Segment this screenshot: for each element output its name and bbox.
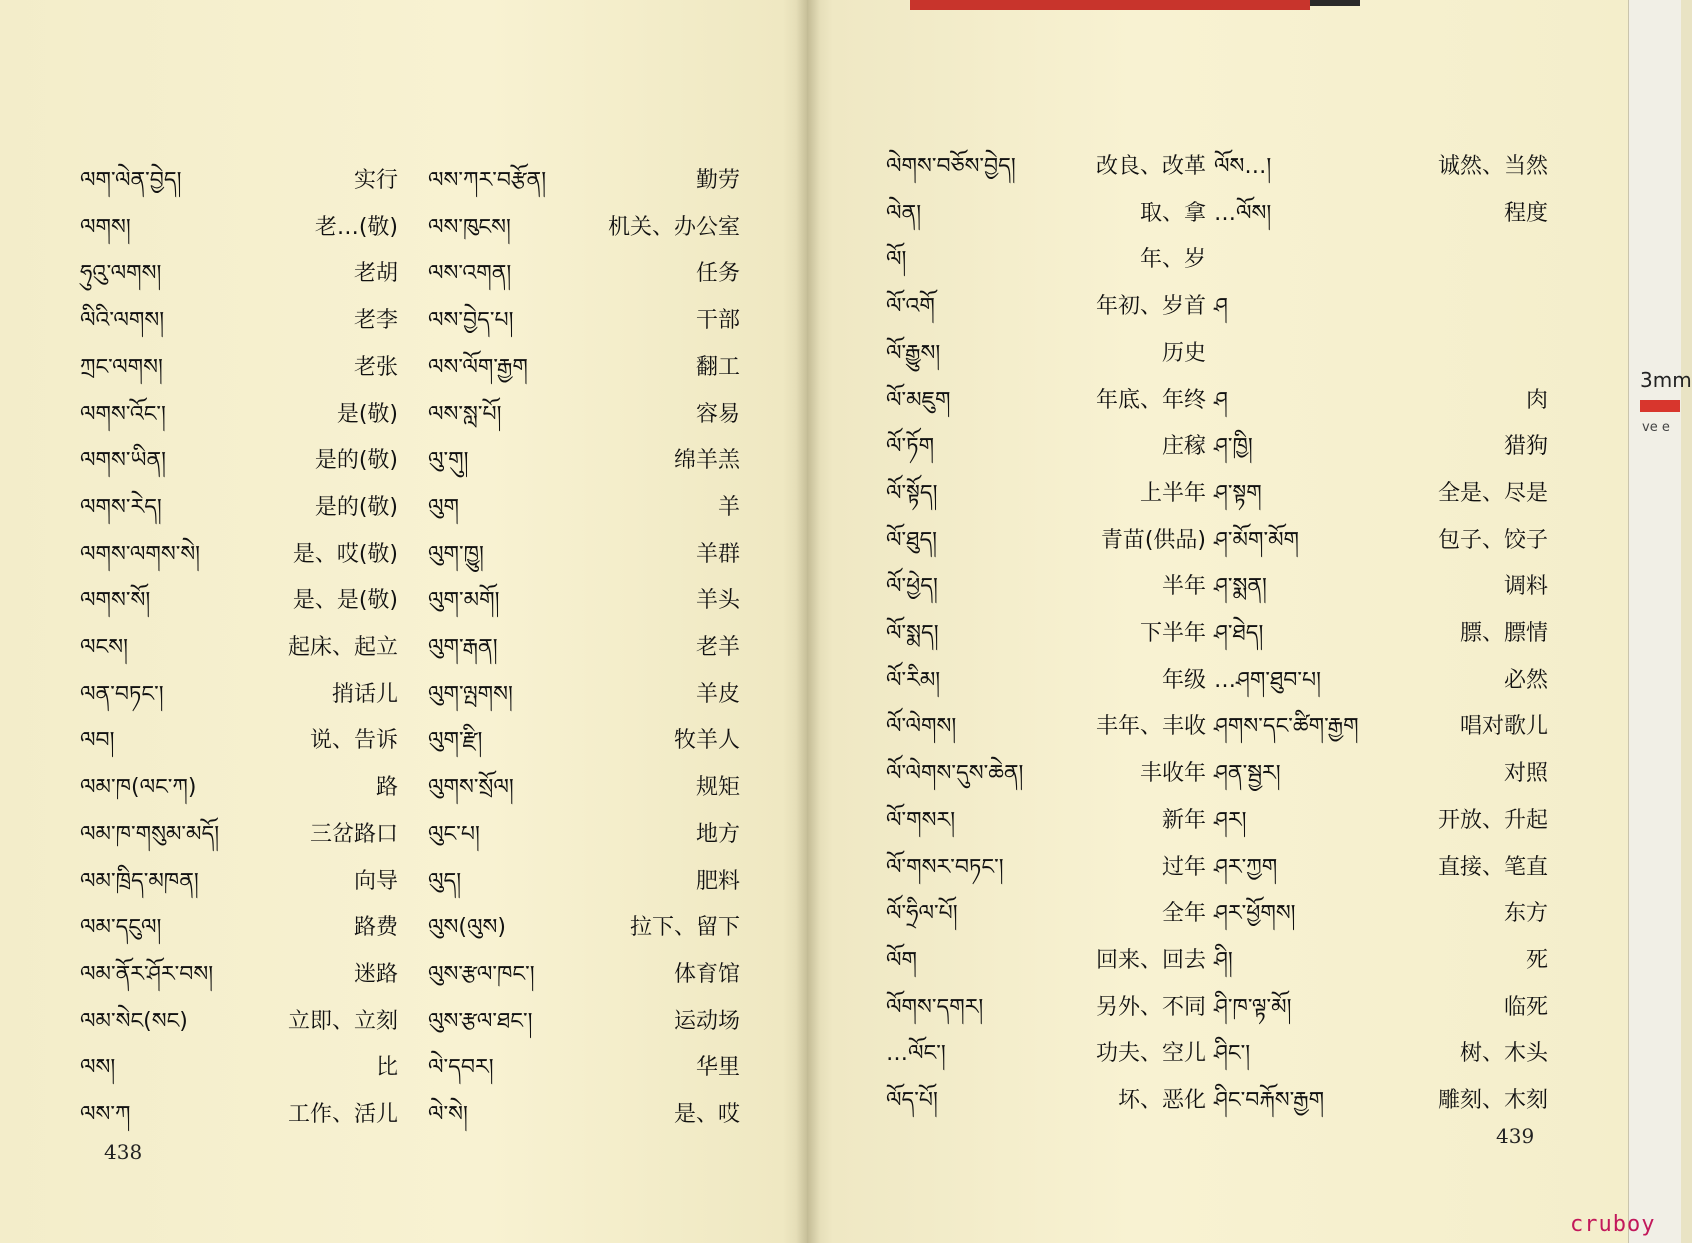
entry-tibetan: ཤི། [1214, 948, 1233, 973]
entry-tibetan: ལོ་ལེགས། [886, 714, 957, 739]
entry-tibetan: ལན་བཏང་། [80, 682, 164, 707]
entry-tibetan: ཤ [1214, 294, 1228, 319]
entry-chinese: 路 [375, 775, 398, 800]
entry-chinese: 是的(敬) [314, 448, 398, 473]
entry-chinese: 立即、立刻 [287, 1009, 398, 1034]
entry-tibetan: ལས་བྱེད་པ། [428, 308, 514, 333]
entry-tibetan: ལེ་སེ། [428, 1102, 468, 1127]
entry-tibetan: ལུག་རྒན། [428, 635, 498, 660]
entry-chinese: 调料 [1503, 574, 1548, 599]
entry-tibetan: ལོགས་དགར། [886, 995, 984, 1020]
entry-tibetan: ལོས…། [1214, 154, 1272, 179]
entry-chinese: 拉下、留下 [629, 915, 740, 940]
entry-chinese: 功夫、空儿 [1095, 1041, 1206, 1066]
entry-chinese: 羊皮 [695, 682, 740, 707]
entry-chinese: 唱对歌儿 [1459, 714, 1548, 739]
entry-chinese: 老胡 [353, 261, 398, 286]
entry-chinese: 膘、膘情 [1459, 621, 1548, 646]
entry-tibetan: ཤགས་དང་ཚིག་རྒྱག [1214, 714, 1359, 739]
entry-chinese: 老李 [353, 308, 398, 333]
entry-tibetan: ཤ་སྟག [1214, 481, 1262, 506]
entry-chinese: 猎狗 [1503, 434, 1548, 459]
entry-chinese: 开放、升起 [1437, 808, 1548, 833]
entry-chinese: 回来、回去 [1095, 948, 1206, 973]
entry-tibetan: ལམ་ཁ་གསུམ་མདོ། [80, 822, 220, 847]
entry-tibetan: ལོ་སྟོད། [886, 481, 938, 506]
entry-chinese: 羊 [717, 495, 740, 520]
entry-chinese: 下半年 [1139, 621, 1206, 646]
entry-chinese: 任务 [695, 261, 740, 286]
entry-tibetan: ལུག [428, 495, 460, 520]
entry-tibetan: ཤིང་བརྐོས་རྒྱག [1214, 1088, 1325, 1113]
entry-tibetan: ཤན་སྦྱར། [1214, 761, 1281, 786]
entry-tibetan: ཤ་སྨན། [1214, 574, 1267, 599]
entry-tibetan: …ཤག་ཐུབ་པ། [1214, 668, 1322, 693]
entry-tibetan: ལམ་སེང(སང) [80, 1009, 188, 1034]
entry-chinese: 绵羊羔 [673, 448, 740, 473]
entry-chinese: 老…(敬) [314, 215, 398, 240]
entry-tibetan: ལོ་མཇུག [886, 388, 951, 413]
entry-chinese: 树、木头 [1459, 1041, 1548, 1066]
watermark: cruboy [1570, 1212, 1656, 1237]
entry-chinese: 丰年、丰收 [1095, 714, 1206, 739]
entry-tibetan: ལོ་གསར་བཏང་། [886, 855, 1004, 880]
entry-tibetan: ཤར། [1214, 808, 1247, 833]
entry-tibetan: ཧུའུ་ལགས། [80, 261, 162, 286]
entry-chinese: 新年 [1161, 808, 1206, 833]
entry-chinese: 说、告诉 [309, 728, 398, 753]
entry-tibetan: ཤར་ཀྱག [1214, 855, 1278, 880]
entry-chinese: 肥料 [695, 869, 740, 894]
entry-tibetan: ལོ། [886, 247, 907, 272]
entry-chinese: 过年 [1161, 855, 1206, 880]
entry-tibetan: ལམ་ཁ(ལང་ཀ) [80, 775, 197, 800]
entry-tibetan: ལོ་ཕྱེད། [886, 574, 938, 599]
entry-tibetan: ལམ་ནོར་ཤོར་བས། [80, 962, 214, 987]
entry-chinese: 是、是(敬) [292, 588, 398, 613]
entry-chinese: 路费 [353, 915, 398, 940]
entry-tibetan: ལམ་དངུལ། [80, 915, 162, 940]
entry-chinese: 勤劳 [695, 168, 740, 193]
entry-tibetan: ཀྲང་ལགས། [80, 355, 163, 380]
entry-chinese: 肉 [1525, 388, 1548, 413]
entry-tibetan: ལེགས་བཅོས་བྱེད། [886, 154, 1016, 179]
entry-chinese: 程度 [1503, 201, 1548, 226]
entry-chinese: 向导 [353, 869, 398, 894]
entry-tibetan: ལགས་རེད། [80, 495, 162, 520]
entry-tibetan: ལས་འགན། [428, 261, 512, 286]
entry-tibetan: ལུད། [428, 869, 462, 894]
entry-chinese: 必然 [1503, 668, 1548, 693]
entry-tibetan: ཤ་ཁྱི། [1214, 434, 1253, 459]
entry-tibetan: ལགས་ཡིན། [80, 448, 166, 473]
top-edge-red [910, 0, 1310, 10]
entry-chinese: 全年 [1161, 901, 1206, 926]
page-number-left: 438 [104, 1140, 143, 1164]
entry-tibetan: ལུང་པ། [428, 822, 480, 847]
entry-tibetan: ཤ [1214, 388, 1228, 413]
entry-chinese: 诚然、当然 [1437, 154, 1548, 179]
entry-tibetan: ལོ་སྨད། [886, 621, 939, 646]
entry-tibetan: ལུགས་སྲོལ། [428, 775, 514, 800]
entry-chinese: 另外、不同 [1095, 995, 1206, 1020]
entry-tibetan: ལས་ཁུངས། [428, 215, 511, 240]
entry-tibetan: ལོ་ལེགས་དུས་ཆེན། [886, 761, 1024, 786]
entry-tibetan: ལགས་སོ། [80, 588, 151, 613]
entry-tibetan: ལས་སླ་པོ། [428, 402, 502, 427]
entry-tibetan: ལགས། [80, 215, 131, 240]
entry-chinese: 年级 [1161, 668, 1206, 693]
entry-chinese: 是(敬) [336, 402, 398, 427]
entry-tibetan: ལོ་ཧྲིལ་པོ། [886, 901, 958, 926]
entry-chinese: 改良、改革 [1095, 154, 1206, 179]
entry-chinese: 庄稼 [1161, 434, 1206, 459]
entry-tibetan: ལོ་ཏོག [886, 434, 935, 459]
entry-chinese: 年、岁 [1139, 247, 1206, 272]
entry-tibetan: ལབ། [80, 728, 115, 753]
entry-tibetan: ལས་ལོག་རྒྱག [428, 355, 528, 380]
entry-chinese: 规矩 [695, 775, 740, 800]
entry-chinese: 历史 [1161, 341, 1206, 366]
entry-chinese: 包子、饺子 [1437, 528, 1548, 553]
entry-tibetan: ལིའི་ལགས། [80, 308, 165, 333]
entry-chinese: 是的(敬) [314, 495, 398, 520]
entry-tibetan: ལུག་ཁྱུ། [428, 542, 484, 567]
entry-tibetan: ལམ་ཁྲིད་མཁན། [80, 869, 199, 894]
entry-tibetan: ལས་ཀ [80, 1102, 131, 1127]
entry-chinese: 年底、年终 [1095, 388, 1206, 413]
entry-tibetan: ལོད་པོ། [886, 1088, 938, 1113]
entry-chinese: 是、哎 [673, 1102, 740, 1127]
entry-tibetan: ལོ་ཐུད། [886, 528, 938, 553]
entry-chinese: 干部 [695, 308, 740, 333]
entry-chinese: 老张 [353, 355, 398, 380]
entry-chinese: 三岔路口 [309, 822, 398, 847]
entry-tibetan: ལག་ལེན་བྱེད། [80, 168, 182, 193]
entry-tibetan: ལུས(ལུས) [428, 915, 506, 940]
entry-chinese: 捎话儿 [331, 682, 398, 707]
entry-tibetan: ལངས། [80, 635, 128, 660]
entry-chinese: 是、哎(敬) [292, 542, 398, 567]
entry-chinese: 实行 [353, 168, 398, 193]
entry-chinese: 上半年 [1139, 481, 1206, 506]
entry-chinese: 全是、尽是 [1437, 481, 1548, 506]
entry-tibetan: ལུས་རྩལ་ཐང་། [428, 1009, 533, 1034]
entry-chinese: 东方 [1503, 901, 1548, 926]
entry-chinese: 华里 [695, 1055, 740, 1080]
entry-tibetan: …ལོང་། [886, 1041, 946, 1066]
entry-tibetan: ལགས་འོང་། [80, 402, 166, 427]
entry-chinese: 比 [375, 1055, 398, 1080]
entry-tibetan: ལོ་རྒྱུས། [886, 341, 941, 366]
entry-chinese: 对照 [1503, 761, 1548, 786]
entry-chinese: 丰收年 [1139, 761, 1206, 786]
entry-tibetan: ལོ་འགོ [886, 294, 935, 319]
entry-tibetan: ཤིང་། [1214, 1041, 1251, 1066]
entry-chinese: 半年 [1161, 574, 1206, 599]
entry-chinese: 工作、活儿 [287, 1102, 398, 1127]
entry-tibetan: ལགས་ལགས་སེ། [80, 542, 201, 567]
entry-chinese: 年初、岁首 [1095, 294, 1206, 319]
entry-chinese: 直接、笔直 [1437, 855, 1548, 880]
entry-tibetan: ཤི་ཁ་ལྟ་མོ། [1214, 995, 1292, 1020]
entry-chinese: 坏、恶化 [1117, 1088, 1206, 1113]
entry-tibetan: ལུག་རྫི། [428, 728, 483, 753]
entry-chinese: 运动场 [673, 1009, 740, 1034]
entry-chinese: 青苗(供品) [1100, 528, 1206, 553]
entry-tibetan: ལོ་གསར། [886, 808, 956, 833]
entry-chinese: 起床、起立 [287, 635, 398, 660]
edge-strip [1628, 0, 1681, 1243]
entry-tibetan: ཤ་ཐེད། [1214, 621, 1264, 646]
entry-tibetan: ལས་ཀར་བརྩོན། [428, 168, 547, 193]
edge-small-text: ve e [1642, 420, 1670, 435]
entry-tibetan: ལུ་གུ། [428, 448, 469, 473]
entry-chinese: 容易 [695, 402, 740, 427]
entry-tibetan: ལོག [886, 948, 918, 973]
entry-chinese: 牧羊人 [673, 728, 740, 753]
entry-chinese: 地方 [695, 822, 740, 847]
edge-red-bar [1640, 400, 1680, 412]
entry-tibetan: ལེན། [886, 201, 922, 226]
edge-label: 3mm [1640, 368, 1692, 392]
entry-chinese: 羊头 [695, 588, 740, 613]
entry-tibetan: ལུས་རྩལ་ཁང་། [428, 962, 535, 987]
entry-chinese: 临死 [1503, 995, 1548, 1020]
entry-tibetan: ལུག་ལྤགས། [428, 682, 513, 707]
entry-chinese: 羊群 [695, 542, 740, 567]
entry-chinese: 迷路 [353, 962, 398, 987]
entry-chinese: 体育馆 [673, 962, 740, 987]
entry-tibetan: ལས། [80, 1055, 116, 1080]
entry-tibetan: ཤར་ཕྱོགས། [1214, 901, 1296, 926]
entry-chinese: 翻工 [695, 355, 740, 380]
entry-tibetan: ཤ་མོག་མོག [1214, 528, 1300, 553]
entry-tibetan: …ལོས། [1214, 201, 1272, 226]
entry-chinese: 机关、办公室 [607, 215, 740, 240]
entry-chinese: 雕刻、木刻 [1437, 1088, 1548, 1113]
page-number-right: 439 [1496, 1124, 1535, 1148]
entry-tibetan: ལུག་མགོ། [428, 588, 500, 613]
entry-tibetan: ལེ་དབར། [428, 1055, 494, 1080]
entry-chinese: 老羊 [695, 635, 740, 660]
book-gutter [796, 0, 820, 1243]
entry-tibetan: ལོ་རིམ། [886, 668, 941, 693]
entry-chinese: 取、拿 [1139, 201, 1206, 226]
entry-chinese: 死 [1525, 948, 1548, 973]
